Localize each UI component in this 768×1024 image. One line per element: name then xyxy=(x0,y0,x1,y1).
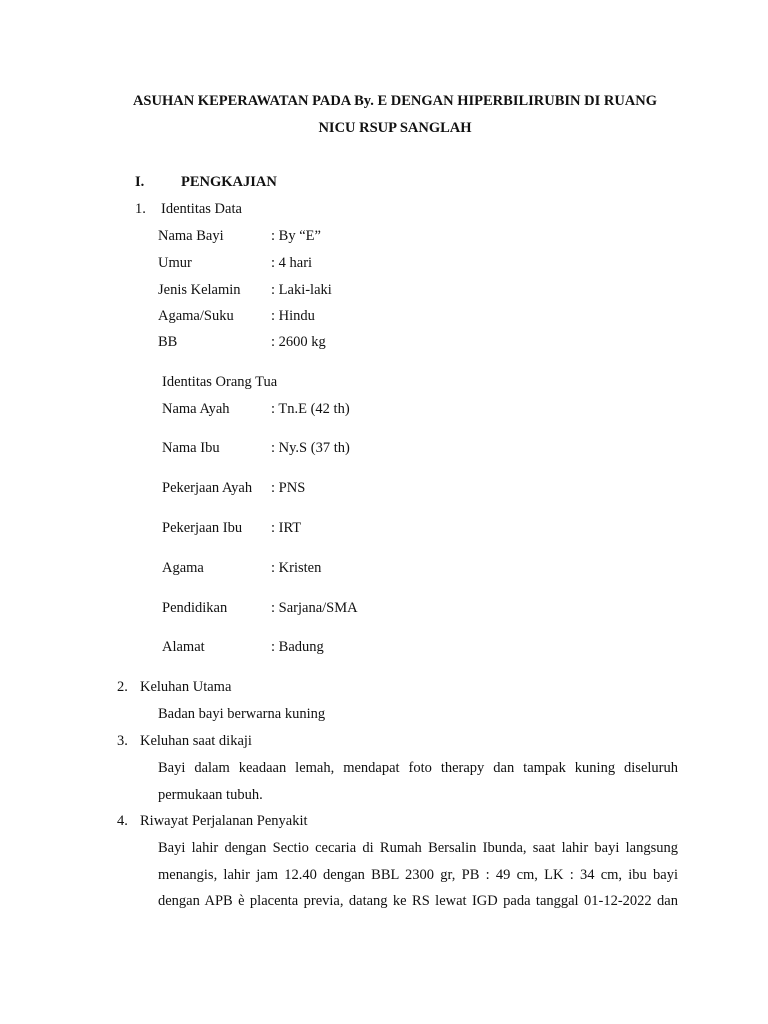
row-value: : 2600 kg xyxy=(271,334,326,350)
row-value: : Hindu xyxy=(271,308,315,324)
item-4-paragraph-line: Bayi lahir dengan Sectio cecaria di Rumah Bersalin Ibunda, saat lahir bayi langsung xyxy=(158,840,678,856)
row-value: : By “E” xyxy=(271,228,321,244)
parent-row-value: : Tn.E (42 th) xyxy=(271,401,350,417)
parent-row-value: : IRT xyxy=(271,520,302,536)
parents-title: Identitas Orang Tua xyxy=(162,374,278,390)
item-3-paragraph-line: Bayi dalam keadaan lemah, mendapat foto therapy dan tampak kuning diseluruh xyxy=(158,760,678,776)
parent-row-label: Nama Ibu xyxy=(162,440,220,456)
parent-row-label: Agama xyxy=(162,560,204,576)
row-label: Nama Bayi xyxy=(158,228,224,244)
row-label: BB xyxy=(158,334,178,350)
parent-row-label: Alamat xyxy=(162,639,205,655)
item-1-title: Identitas Data xyxy=(161,201,242,217)
section-title: PENGKAJIAN xyxy=(181,174,277,190)
item-4-title: Riwayat Perjalanan Penyakit xyxy=(140,813,308,829)
parent-row-value: : Kristen xyxy=(271,560,322,576)
item-4-number: 4. xyxy=(117,813,128,829)
item-2-text: Badan bayi berwarna kuning xyxy=(158,706,326,722)
row-label: Agama/Suku xyxy=(158,308,234,324)
row-value: : Laki-laki xyxy=(271,282,332,298)
item-1-number: 1. xyxy=(135,201,146,217)
item-2-number: 2. xyxy=(117,679,128,695)
row-value: : 4 hari xyxy=(271,255,313,271)
item-3-number: 3. xyxy=(117,733,128,749)
parent-row-value: : Badung xyxy=(271,639,324,655)
row-label: Jenis Kelamin xyxy=(158,282,241,298)
item-4-paragraph-line: menangis, lahir jam 12.40 dengan BBL 2300 gr, PB : 49 cm, LK : 34 cm, ibu bayi xyxy=(158,867,678,883)
parent-row-label: Pekerjaan Ibu xyxy=(162,520,243,536)
parent-row-label: Pekerjaan Ayah xyxy=(162,480,253,496)
parent-row-label: Nama Ayah xyxy=(162,401,230,417)
parent-row-value: : Ny.S (37 th) xyxy=(271,440,350,456)
item-4-paragraph-line: dengan APB è placenta previa, datang ke RS lewat IGD pada tanggal 01-12-2022 dan xyxy=(158,893,678,909)
document-title-line-2: NICU RSUP SANGLAH xyxy=(318,120,472,136)
document-title-line-1: ASUHAN KEPERAWATAN PADA By. E DENGAN HIPERBILIRUBIN DI RUANG xyxy=(132,93,658,109)
section-number: I. xyxy=(135,174,145,190)
parent-row-label: Pendidikan xyxy=(162,600,228,616)
parent-row-value: : PNS xyxy=(271,480,306,496)
parent-row-value: : Sarjana/SMA xyxy=(271,600,358,616)
row-label: Umur xyxy=(158,255,192,271)
item-3-paragraph-line: permukaan tubuh. xyxy=(158,787,263,803)
item-2-title: Keluhan Utama xyxy=(140,679,232,695)
item-3-title: Keluhan saat dikaji xyxy=(140,733,252,749)
